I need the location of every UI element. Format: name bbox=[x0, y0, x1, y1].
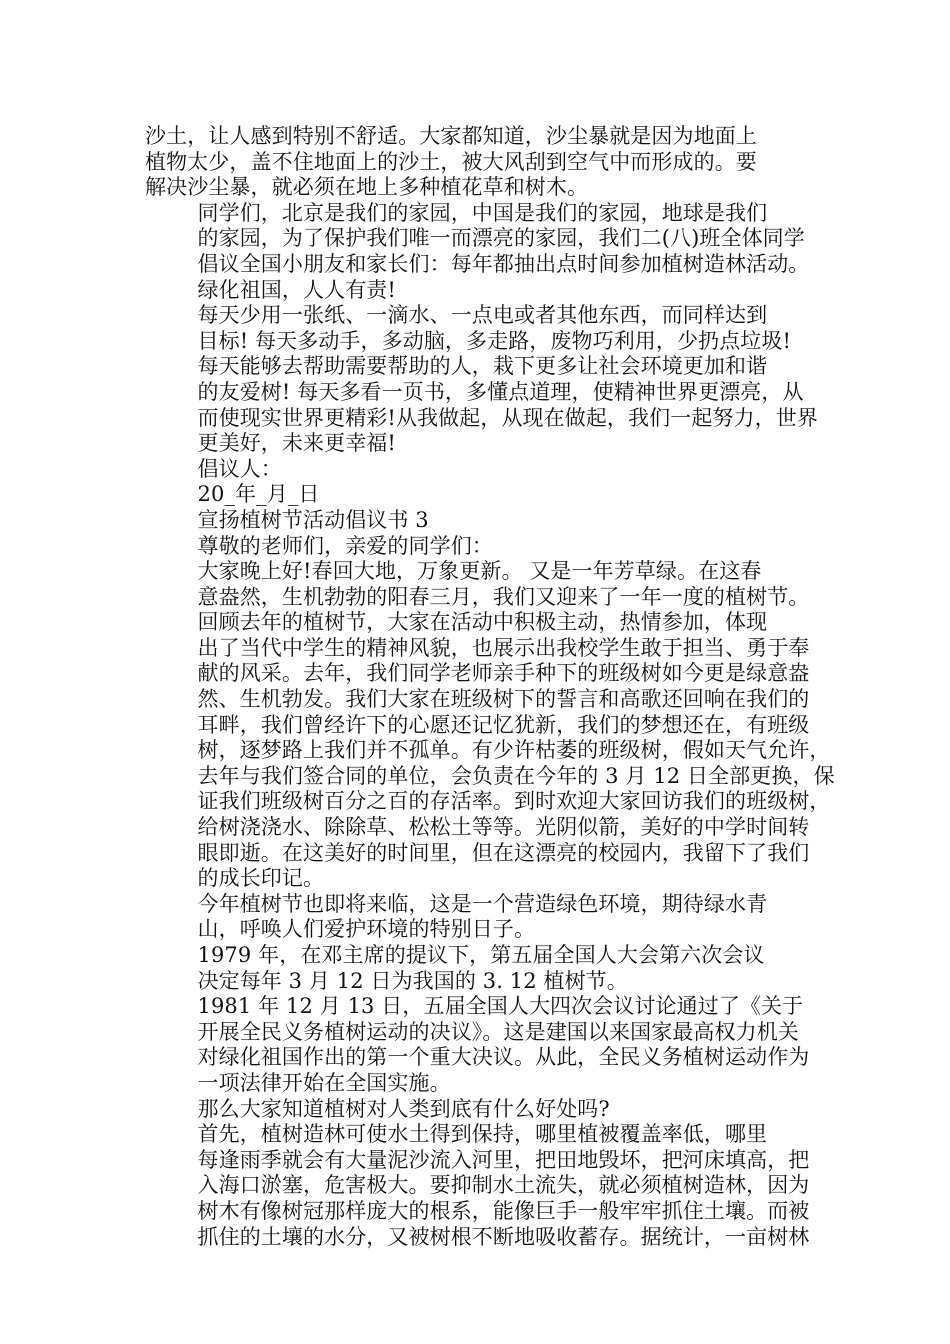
text-line: 今年植树节也即将来临，这是一个营造绿色环境，期待绿水青 bbox=[197, 891, 768, 916]
text-line: 的友爱树! 每天多看一页书，多懂点道理，使精神世界更漂亮，从 bbox=[197, 379, 804, 404]
text-line: 20_年_月_日 bbox=[197, 482, 320, 507]
paragraph bbox=[145, 559, 810, 610]
paragraph bbox=[145, 892, 807, 943]
text-line: 目标! 每天多动手，多动脑，多走路，废物巧利用，少扔点垃圾! bbox=[197, 328, 792, 353]
paragraph bbox=[145, 534, 807, 560]
text-line: 山，呼唤人们爱护环境的特别日子。 bbox=[197, 917, 536, 942]
text-line: 开展全民义务植树运动的决议》。这是建国以来国家最高权力机关 bbox=[197, 1019, 799, 1044]
text-line: 那么大家知道植树对人类到底有什么好处吗? bbox=[197, 1096, 610, 1121]
text-line: 树木有像树冠那样庞大的根系，能像巨手一般牢牢抓住土壤。而被 bbox=[197, 1198, 810, 1223]
text-line: 树，逐梦路上我们并不孤单。有少许枯萎的班级树，假如天气允许， bbox=[197, 738, 831, 763]
text-line: 倡议人： bbox=[197, 456, 282, 481]
paragraph bbox=[145, 200, 810, 303]
text-line: 眼即逝。在这美好的时间里，但在这漂亮的校园内，我留下了我们 bbox=[197, 840, 810, 865]
text-line: 一项法律开始在全国实施。 bbox=[197, 1070, 451, 1095]
paragraph bbox=[145, 994, 810, 1096]
text-line: 植物太少，盖不住地面上的沙土，被大风刮到空气中而形成的。要 bbox=[145, 149, 757, 174]
text-line: 证我们班级树百分之百的存活率。到时欢迎大家回访我们的班级树， bbox=[197, 789, 831, 814]
text-line: 而使现实世界更精彩!从我做起，从现在做起，我们一起努力，世界 bbox=[197, 405, 818, 430]
text-line: 同学们，北京是我们的家园，中国是我们的家园，地球是我们 bbox=[197, 200, 768, 225]
paragraph bbox=[145, 610, 835, 892]
text-line: 给树浇浇水、除除草、松松土等等。光阴似箭，美好的中学时间转 bbox=[197, 815, 810, 840]
text-line: 献的风采。去年，我们同学老师亲手种下的班级树如今更是绿意盎 bbox=[197, 661, 810, 686]
paragraph bbox=[145, 943, 807, 994]
paragraph bbox=[145, 457, 807, 483]
text-line: 宣扬植树节活动倡议书 3 bbox=[197, 507, 429, 532]
text-line: 1981 年 12 月 13 日，五届全国人大四次会议讨论通过了《关于 bbox=[197, 994, 804, 1019]
paragraph bbox=[145, 303, 807, 354]
text-line: 去年与我们签合同的单位，会负责在今年的 3 月 12 日全部更换，保 bbox=[197, 763, 835, 788]
text-line: 耳畔，我们曾经许下的心愿还记忆犹新，我们的梦想还在，有班级 bbox=[197, 712, 810, 737]
paragraph bbox=[145, 1122, 810, 1250]
text-line: 每逢雨季就会有大量泥沙流入河里，把田地毁坏，把河床填高，把 bbox=[197, 1147, 810, 1172]
text-line: 然、生机勃发。我们大家在班级树下的誓言和高歌还回响在我们的 bbox=[197, 687, 810, 712]
text-line: 更美好，未来更幸福! bbox=[197, 431, 396, 456]
paragraph bbox=[145, 482, 807, 508]
text-line: 的家园，为了保护我们唯一而漂亮的家园，我们二(八)班全体同学 bbox=[197, 226, 805, 251]
paragraph bbox=[145, 124, 807, 201]
text-line: 大家晚上好!春回大地，万象更新。 又是一年芳草绿。在这春 bbox=[197, 559, 762, 584]
paragraph bbox=[145, 354, 818, 456]
text-line: 决定每年 3 月 12 日为我国的 3. 12 植树节。 bbox=[197, 968, 628, 993]
text-line: 解决沙尘暴，就必须在地上多种植花草和树木。 bbox=[145, 175, 589, 200]
text-line: 每天能够去帮助需要帮助的人，栽下更多让社会环境更加和谐 bbox=[197, 354, 768, 379]
text-line: 沙土，让人感到特别不舒适。大家都知道，沙尘暴就是因为地面上 bbox=[145, 124, 757, 148]
text-line: 1979 年，在邓主席的提议下，第五届全国人大会第六次会议 bbox=[197, 943, 765, 967]
text-line: 对绿化祖国作出的第一个重大决议。从此，全民义务植树运动作为 bbox=[197, 1045, 810, 1070]
text-line: 入海口淤塞，危害极大。要抑制水土流失，就必须植树造林，因为 bbox=[197, 1173, 810, 1198]
paragraph bbox=[145, 1097, 807, 1123]
text-line: 倡议全国小朋友和家长们：每年都抽出点时间参加植树造林活动。 bbox=[197, 251, 810, 276]
text-line: 的成长印记。 bbox=[197, 866, 325, 891]
paragraph bbox=[145, 508, 807, 534]
text-line: 出了当代中学生的精神风貌，也展示出我校学生敢于担当、勇于奉 bbox=[197, 635, 810, 660]
text-line: 每天少用一张纸、一滴水、一点电或者其他东西，而同样达到 bbox=[197, 303, 768, 328]
text-line: 抓住的土壤的水分，又被树根不断地吸收蓄存。据统计，一亩树林 bbox=[197, 1224, 810, 1249]
text-line: 首先，植树造林可使水土得到保持，哪里植被覆盖率低，哪里 bbox=[197, 1122, 768, 1147]
document-body bbox=[145, 124, 835, 1250]
text-line: 绿化祖国，人人有责! bbox=[197, 277, 396, 302]
text-line: 意盎然，生机勃勃的阳春三月，我们又迎来了一年一度的植树节。 bbox=[197, 584, 810, 609]
text-line: 尊敬的老师们，亲爱的同学们： bbox=[197, 533, 493, 558]
text-line: 回顾去年的植树节，大家在活动中积极主动，热情参加，体现 bbox=[197, 610, 768, 635]
